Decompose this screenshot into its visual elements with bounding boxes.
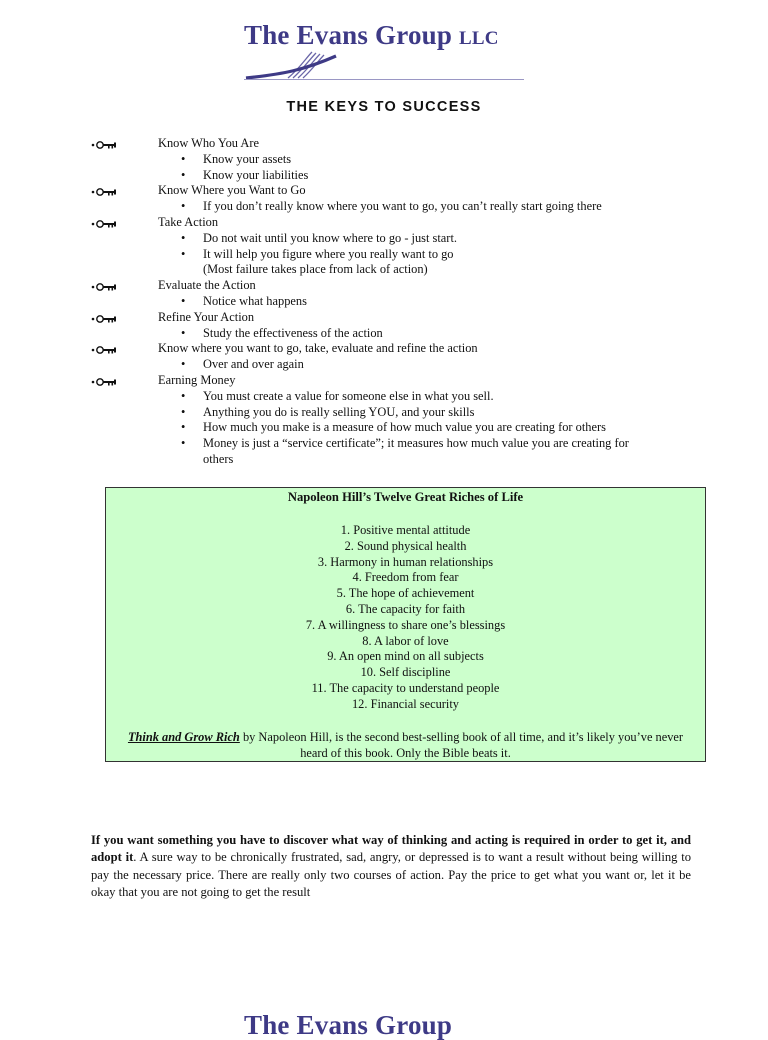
logo-wordmark bbox=[244, 20, 526, 51]
bullet-item bbox=[0, 247, 768, 263]
bullet-item bbox=[0, 326, 768, 342]
riches-item: 4. Freedom from fear bbox=[352, 570, 459, 585]
riches-item: 8. A labor of love bbox=[362, 633, 449, 648]
key-label: Know Who You Are bbox=[158, 136, 259, 150]
paragraph-lead: If you want something you have to discover what way of thinking and acting is required in order to get it, and adopt it bbox=[91, 833, 691, 865]
bullet-text: It will help you figure where you really want to go bbox=[203, 246, 454, 261]
bullet-item bbox=[0, 294, 768, 310]
page-title: THE KEYS TO SUCCESS bbox=[286, 99, 482, 115]
bullet-dot: • bbox=[181, 151, 186, 166]
key-item bbox=[0, 183, 768, 199]
key-label: Refine Your Action bbox=[158, 309, 255, 324]
bullet-dot: • bbox=[181, 246, 186, 261]
riches-item: 7. A willingness to share one’s blessings bbox=[305, 617, 506, 632]
key-label: Earning Money bbox=[158, 372, 236, 387]
bullet-text: Know your assets bbox=[203, 151, 292, 166]
bullet-dot: • bbox=[181, 199, 186, 214]
book-note-text: by Napoleon Hill, is the second best-selling book of all time, and it’s likely you’ve never heard of this book. Only the Bible beats it. bbox=[239, 730, 684, 760]
riches-item: 12. Financial security bbox=[351, 696, 459, 711]
key-item bbox=[0, 341, 768, 357]
paragraph-body: . A sure way to be chronically frustrated, sad, angry, or depressed is to want a result without being willing to pay the necessary price. There are really only two courses of action. Pay the price to get what you want or, let it be okay that you are not going to get the result bbox=[91, 850, 692, 900]
riches-item: 1. Positive mental attitude bbox=[340, 523, 471, 537]
key-item bbox=[0, 278, 768, 294]
key-item bbox=[0, 373, 768, 389]
riches-item: 11. The capacity to understand people bbox=[311, 680, 500, 695]
bullet-dot: • bbox=[181, 293, 186, 308]
bullet-continuation-text: (Most failure takes place from lack of action) bbox=[203, 262, 428, 277]
next-page-logo-wordmark bbox=[244, 1010, 526, 1040]
logo-name: The Evans Group bbox=[244, 20, 453, 50]
bullet-text: Do not wait until you know where to go - just start. bbox=[203, 230, 457, 245]
bullet-text: You must create a value for someone else in what you sell. bbox=[203, 388, 494, 403]
riches-item: 3. Harmony in human relationships bbox=[317, 554, 494, 569]
key-label: Evaluate the Action bbox=[158, 278, 256, 293]
bullet-text: Study the effectiveness of the action bbox=[203, 325, 383, 340]
bullet-text: Money is just a “service certificate”; it measures how much value you are creating for bbox=[203, 436, 629, 451]
bullet-continuation-text: others bbox=[203, 451, 234, 466]
riches-box bbox=[105, 487, 706, 762]
book-title: Think and Grow Rich bbox=[127, 730, 240, 744]
swoosh-logo-mark bbox=[244, 50, 526, 82]
riches-item: 6. The capacity for faith bbox=[345, 601, 466, 616]
bullet-text: If you don’t really know where you want to go, you can’t really start going there bbox=[203, 199, 602, 214]
bullet-dot: • bbox=[181, 167, 186, 182]
bullet-dot: • bbox=[181, 357, 186, 372]
bullet-item bbox=[0, 152, 768, 168]
riches-item: 2. Sound physical health bbox=[344, 538, 467, 553]
keys-list bbox=[0, 136, 768, 468]
bullet-item bbox=[0, 389, 768, 405]
bullet-dot: • bbox=[181, 404, 186, 419]
key-label: Take Action bbox=[158, 214, 219, 229]
next-page-logo-name: The Evans Group bbox=[244, 1010, 453, 1040]
logo-suffix: LLC bbox=[459, 28, 499, 49]
key-item bbox=[0, 215, 768, 231]
bullet-dot: • bbox=[181, 230, 186, 245]
bullet-item bbox=[0, 436, 768, 452]
body-paragraph bbox=[91, 832, 691, 902]
riches-box-title: Napoleon Hill’s Twelve Great Riches of Life bbox=[287, 490, 524, 504]
bullet-item bbox=[0, 168, 768, 184]
riches-item: 10. Self discipline bbox=[360, 665, 451, 680]
riches-item: 5. The hope of achievement bbox=[336, 586, 475, 601]
bullet-text: Notice what happens bbox=[203, 293, 307, 308]
riches-box-note bbox=[114, 730, 697, 761]
key-item bbox=[0, 136, 768, 152]
key-item bbox=[0, 310, 768, 326]
riches-item: 9. An open mind on all subjects bbox=[327, 649, 484, 664]
key-label: Know Where you Want to Go bbox=[158, 183, 306, 198]
bullet-dot: • bbox=[181, 388, 186, 403]
company-logo bbox=[244, 20, 526, 82]
riches-list bbox=[106, 523, 705, 713]
bullet-item bbox=[0, 357, 768, 373]
bullet-item bbox=[0, 420, 768, 436]
bullet-text: Anything you do is really selling YOU, and your skills bbox=[203, 404, 475, 419]
bullet-dot: • bbox=[181, 420, 186, 435]
key-label: Know where you want to go, take, evaluate and refine the action bbox=[158, 341, 478, 356]
bullet-dot: • bbox=[181, 325, 186, 340]
next-page-logo bbox=[244, 1010, 526, 1040]
bullet-text: How much you make is a measure of how much value you are creating for others bbox=[203, 420, 606, 435]
bullet-dot: • bbox=[181, 436, 186, 451]
bullet-item bbox=[0, 199, 768, 215]
bullet-item bbox=[0, 405, 768, 421]
bullet-continuation bbox=[0, 452, 768, 468]
bullet-text: Over and over again bbox=[203, 357, 304, 372]
bullet-continuation bbox=[0, 262, 768, 278]
bullet-text: Know your liabilities bbox=[203, 167, 309, 182]
bullet-item bbox=[0, 231, 768, 247]
